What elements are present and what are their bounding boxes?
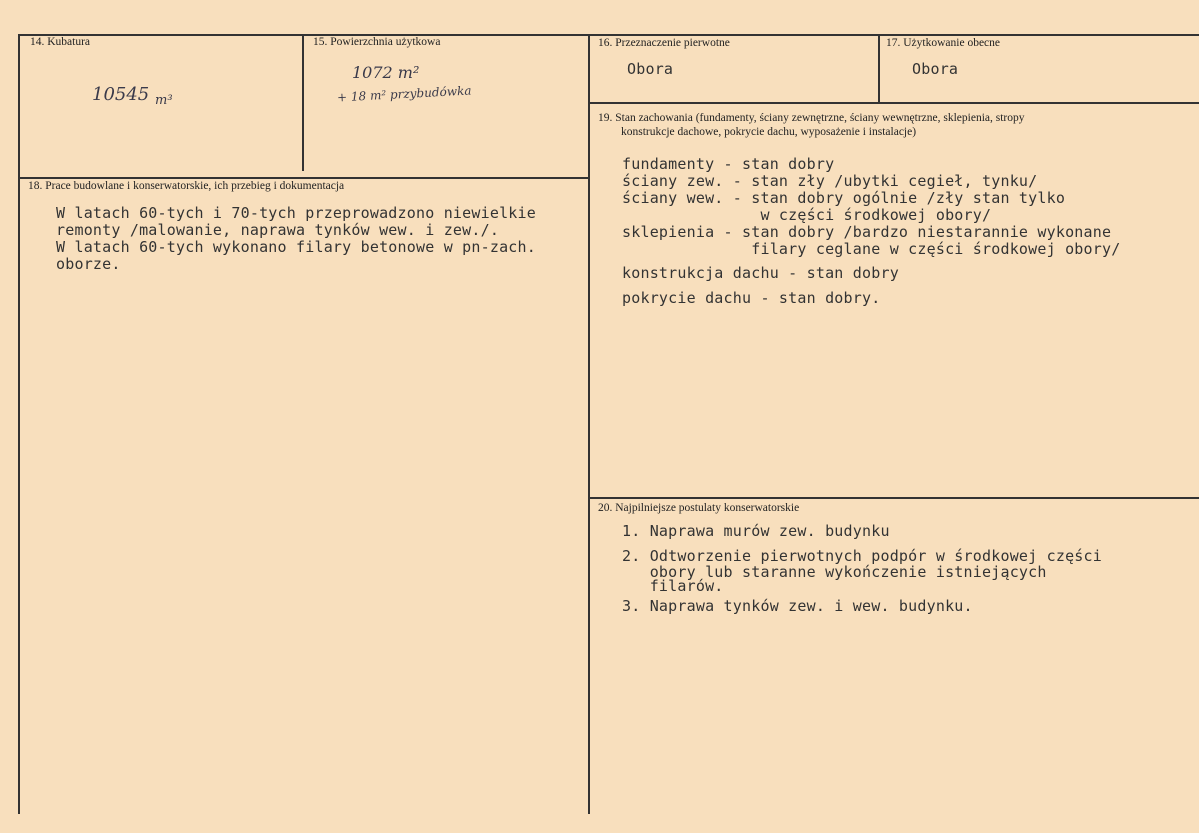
kubatura-number: 10545 xyxy=(92,84,150,105)
prace-line-3: W latach 60-tych wykonano filary betonowe w pn-zach. xyxy=(56,238,536,256)
stan-line-5: sklepienia - stan dobry /bardzo niestarannie wykonane xyxy=(622,223,1112,241)
przeznaczenie-label: 16. Przeznaczenie pierwotne xyxy=(598,37,730,49)
postulaty-item-1: 1. Naprawa murów zew. budynku xyxy=(622,522,890,540)
stan-line-6: filary ceglane w części środkowej obory/ xyxy=(622,240,1121,258)
stan-line-7: konstrukcja dachu - stan dobry xyxy=(622,264,899,282)
stan-label-1: 19. Stan zachowania (fundamenty, ściany zewnętrzne, ściany wewnętrzne, sklepienia, stropy xyxy=(598,112,1025,124)
prace-line-2: remonty /malowanie, naprawa tynków wew. i zew./. xyxy=(56,221,500,239)
stan-line-4: w części środkowej obory/ xyxy=(622,206,992,224)
prace-line-1: W latach 60-tych i 70-tych przeprowadzono niewielkie xyxy=(56,204,536,222)
uzytkowanie-label: 17. Użytkowanie obecne xyxy=(886,37,1001,49)
divider-14-15 xyxy=(302,34,304,171)
top-border xyxy=(18,34,1199,36)
uzytkowanie-value: Obora xyxy=(912,60,959,78)
stan-line-2: ściany zew. - stan zły /ubytki cegieł, tynku/ xyxy=(622,172,1038,190)
stan-line-8: pokrycie dachu - stan dobry. xyxy=(622,289,881,307)
stan-label-2: konstrukcje dachowe, pokrycie dachu, wyposażenie i instalacje) xyxy=(621,126,917,138)
kubatura-label: 14. Kubatura xyxy=(30,36,91,48)
stan-line-1: fundamenty - stan dobry xyxy=(622,155,835,173)
powierzchnia-line1: 1072 m² xyxy=(352,63,420,82)
divider-16-19 xyxy=(588,102,1199,104)
center-divider xyxy=(588,34,590,814)
postulaty-item-2: 2. Odtworzenie pierwotnych podpór w środkowej części xyxy=(622,547,1102,565)
przeznaczenie-value: Obora xyxy=(627,60,674,78)
powierzchnia-label: 15. Powierzchnia użytkowa xyxy=(313,36,441,48)
postulaty-item-3: 3. Naprawa tynków zew. i wew. budynku. xyxy=(622,597,973,615)
kubatura-value xyxy=(92,84,173,108)
divider-14-18 xyxy=(18,177,588,179)
divider-19-20 xyxy=(588,497,1199,499)
stan-line-3: ściany wew. - stan dobry ogólnie /zły stan tylko xyxy=(622,189,1066,207)
prace-label: 18. Prace budowlane i konserwatorskie, ich przebieg i dokumentacja xyxy=(28,180,345,192)
postulaty-item-2b: obory lub staranne wykończenie istniejących xyxy=(622,563,1047,581)
divider-16-17 xyxy=(878,34,880,102)
left-border xyxy=(18,34,20,814)
prace-line-4: oborze. xyxy=(56,255,121,273)
powierzchnia-line2: + 18 m² przybudówka xyxy=(336,83,472,105)
kubatura-unit: m³ xyxy=(155,93,173,108)
postulaty-label: 20. Najpilniejsze postulaty konserwatorskie xyxy=(598,502,800,514)
postulaty-item-2c: filarów. xyxy=(622,577,724,595)
